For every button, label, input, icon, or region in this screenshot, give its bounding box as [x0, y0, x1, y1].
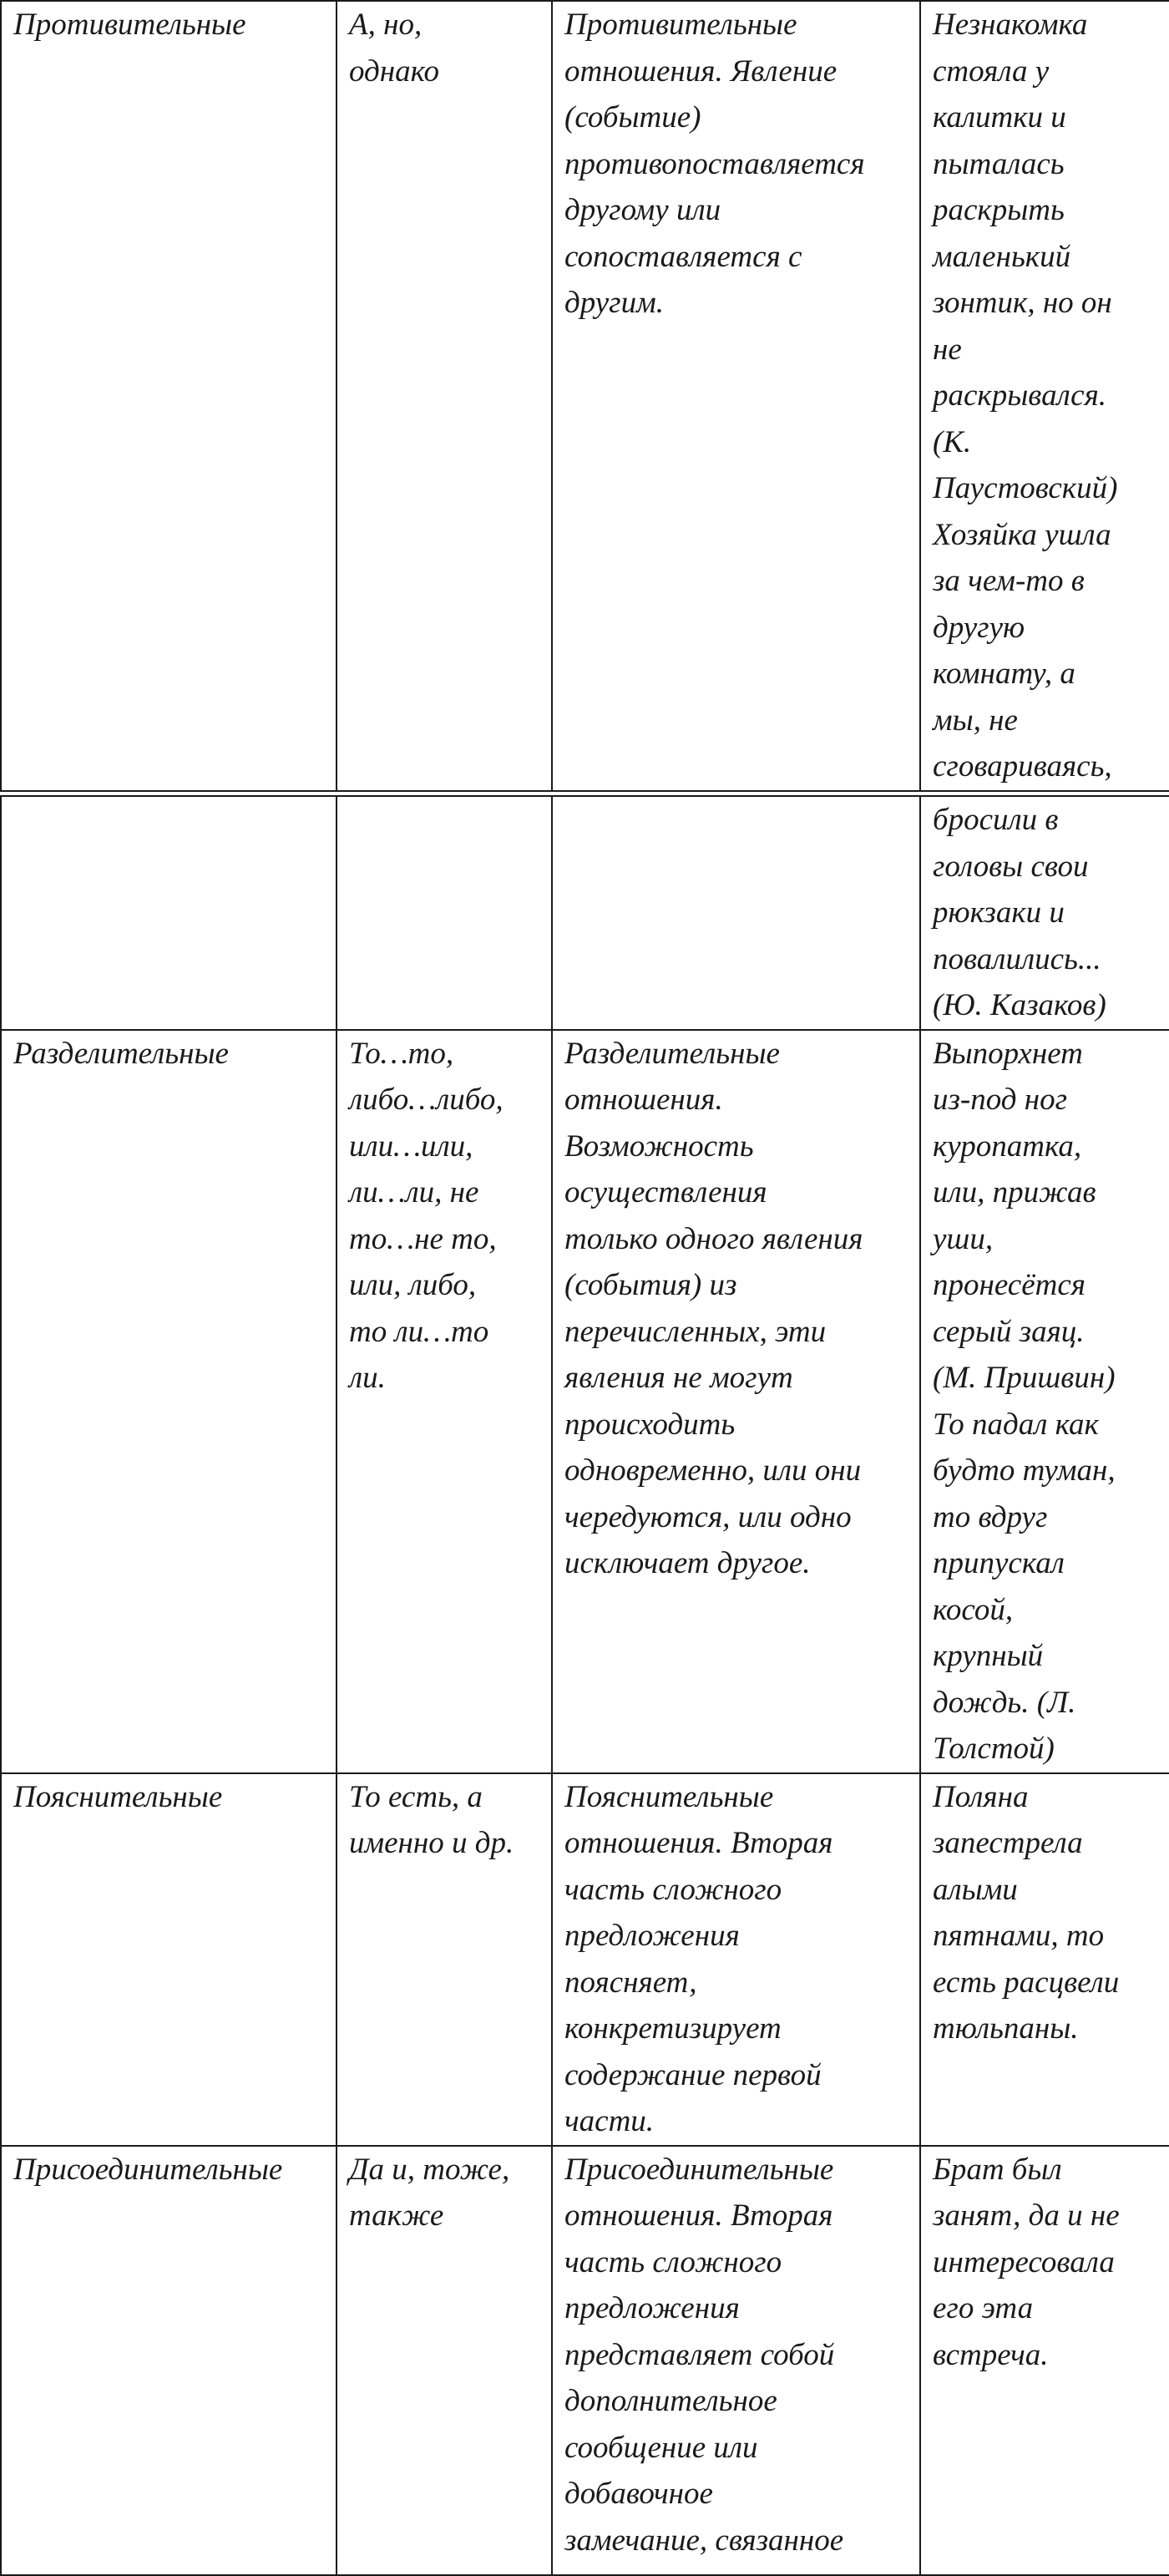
example-cell: Поляна запестрела алыми пятнами, то есть расцвели тюльпаны. [920, 1773, 1169, 2146]
example-cell: Незнакомка стояла у калитки и пыталась раскрыть маленький зонтик, но он не раскрывался. (К. Паустовский) Хозяйка ушла за чем-то в другую комнату, а мы, не сговариваясь, [920, 1, 1169, 791]
relation-type-cell: Пояснительные [1, 1773, 337, 2146]
table-row [1, 2146, 1169, 2575]
example-cell: Выпорхнет из-под ног куропатка, или, прижав уши, пронесётся серый заяц. (М. Пришвин) То падал как будто туман, то вдруг припускал косой, крупный дождь. (Л. Толстой) [920, 1030, 1169, 1773]
meaning-cell: Присоединительные отношения. Вторая часть сложного предложения представляет собой дополнительное сообщение или добавочное замечание, связанное [552, 2146, 920, 2575]
table-row [1, 1, 1169, 791]
relation-type-cell: Противительные [1, 1, 337, 791]
example-cell: Брат был занят, да и не интересовала его эта встреча. [920, 2146, 1169, 2575]
relation-type-cell: Присоединительные [1, 2146, 337, 2575]
relation-type-cell: Разделительные [1, 1030, 337, 1773]
conjunctions-cell [337, 796, 552, 1030]
conjunction-table-part-2 [0, 795, 1169, 2576]
table-row [1, 796, 1169, 1030]
conjunctions-cell: Да и, тоже, также [337, 2146, 552, 2575]
relation-type-cell [1, 796, 337, 1030]
table-row [1, 1773, 1169, 2146]
conjunctions-cell: А, но, однако [337, 1, 552, 791]
example-cell: бросили в головы свои рюкзаки и повалились... (Ю. Казаков) [920, 796, 1169, 1030]
meaning-cell [552, 796, 920, 1030]
conjunctions-cell: То…то, либо…либо, или…или, ли…ли, не то…не то, или, либо, то ли…то ли. [337, 1030, 552, 1773]
table-row [1, 1030, 1169, 1773]
conjunctions-cell: То есть, а именно и др. [337, 1773, 552, 2146]
conjunction-table-part-1 [0, 0, 1169, 792]
meaning-cell: Разделительные отношения. Возможность осуществления только одного явления (события) из перечисленных, эти явления не могут происходить одновременно, или они чередуются, или одно исключает другое. [552, 1030, 920, 1773]
meaning-cell: Противительные отношения. Явление (событие) противопоставляется другому или сопоставляется с другим. [552, 1, 920, 791]
meaning-cell: Пояснительные отношения. Вторая часть сложного предложения поясняет, конкретизирует содержание первой части. [552, 1773, 920, 2146]
